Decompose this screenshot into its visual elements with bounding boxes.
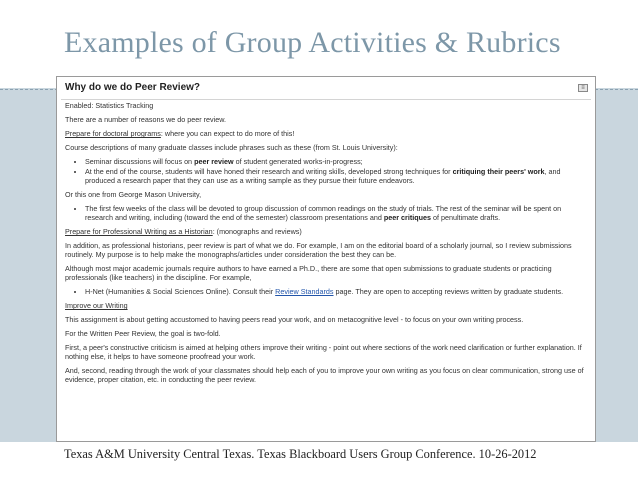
historian-paragraph	[65, 227, 587, 236]
panel-header	[61, 79, 591, 100]
left-side-band	[0, 88, 56, 442]
gmu-list	[65, 204, 587, 222]
intro-text: There are a number of reasons we do peer review.	[65, 115, 227, 124]
doctoral-paragraph	[65, 129, 587, 138]
slide-footer: Texas A&M University Central Texas. Texas Blackboard Users Group Conference. 10-26-2012	[64, 447, 537, 461]
course-desc: Course descriptions of many graduate classes include phrases such as these (from St. Louis University):	[65, 143, 398, 152]
improve-paragraph	[65, 301, 587, 310]
slu-list	[65, 157, 587, 185]
panel-title: Why do we do Peer Review?	[65, 82, 201, 93]
enabled-status: Enabled: Statistics Tracking	[65, 101, 154, 110]
list-item: • Seminar discussions will focus on peer review of student generated works-in-progress;	[85, 157, 587, 166]
blackboard-screenshot	[56, 76, 596, 442]
improve-writing-link[interactable]: Improve our Writing	[65, 301, 128, 310]
panel-menu-icon[interactable]: ≡	[578, 84, 588, 92]
panel-content	[57, 100, 595, 384]
list-item: • At the end of the course, students will have honed their research and writing skills, developed strong techniques for critiquing their peers' work, and produced a research paper that they can use as a writing sample as they pursue their future endeavors.	[85, 167, 587, 185]
second-text: And, second, reading through the work of your classmates should help each of you to improve your own writing as you focus on clear communication, strong use of evidence, proper citation, etc. in conducting the peer review.	[65, 366, 584, 384]
review-standards-link[interactable]: Review Standards	[275, 287, 334, 296]
doctoral-link[interactable]: Prepare for doctoral programs	[65, 129, 161, 138]
twofold-text: For the Written Peer Review, the goal is two-fold.	[65, 329, 221, 338]
doctoral-text: : where you can expect to do more of this!	[160, 129, 295, 138]
first-text: First, a peer's constructive criticism is aimed at helping others improve their writing - point out where sections of the work need clarification or further explanation. If nothing else, it helps to have someone proofread your work.	[65, 343, 582, 361]
list-item: • The first few weeks of the class will be devoted to group discussion of common readings on the study of trials. The rest of the seminar will be spent on research and writing, including (toward the end of the semester) classroom presentations and peer critiques of penultimate drafts.	[85, 204, 587, 222]
historian-link[interactable]: Prepare for Professional Writing as a Historian	[65, 227, 213, 236]
assignment-text: This assignment is about getting accustomed to having peers read your work, and on metacognitive level - to focus on your own writing process.	[65, 315, 524, 324]
although-text: Although most major academic journals require authors to have earned a Ph.D., there are some that open submissions to graduate students or practicing professionals (like teachers) in the discipline. For example,	[65, 264, 552, 282]
list-item: • H-Net (Humanities & Social Sciences Online). Consult their Review Standards page. They are open to accepting reviews written by graduate students.	[85, 287, 587, 296]
historian-text: : (monographs and reviews)	[212, 227, 302, 236]
hnet-list	[65, 287, 587, 296]
addition-text: In addition, as professional historians, peer review is part of what we do. For example, I am on the editorial board of a scholarly journal, so I review submissions routinely. My purpose is to help make the monographs/articles under consideration the best they can be.	[65, 241, 572, 259]
slide-title: Examples of Group Activities & Rubrics	[64, 26, 561, 59]
gmu-text: Or this one from George Mason University,	[65, 190, 202, 199]
